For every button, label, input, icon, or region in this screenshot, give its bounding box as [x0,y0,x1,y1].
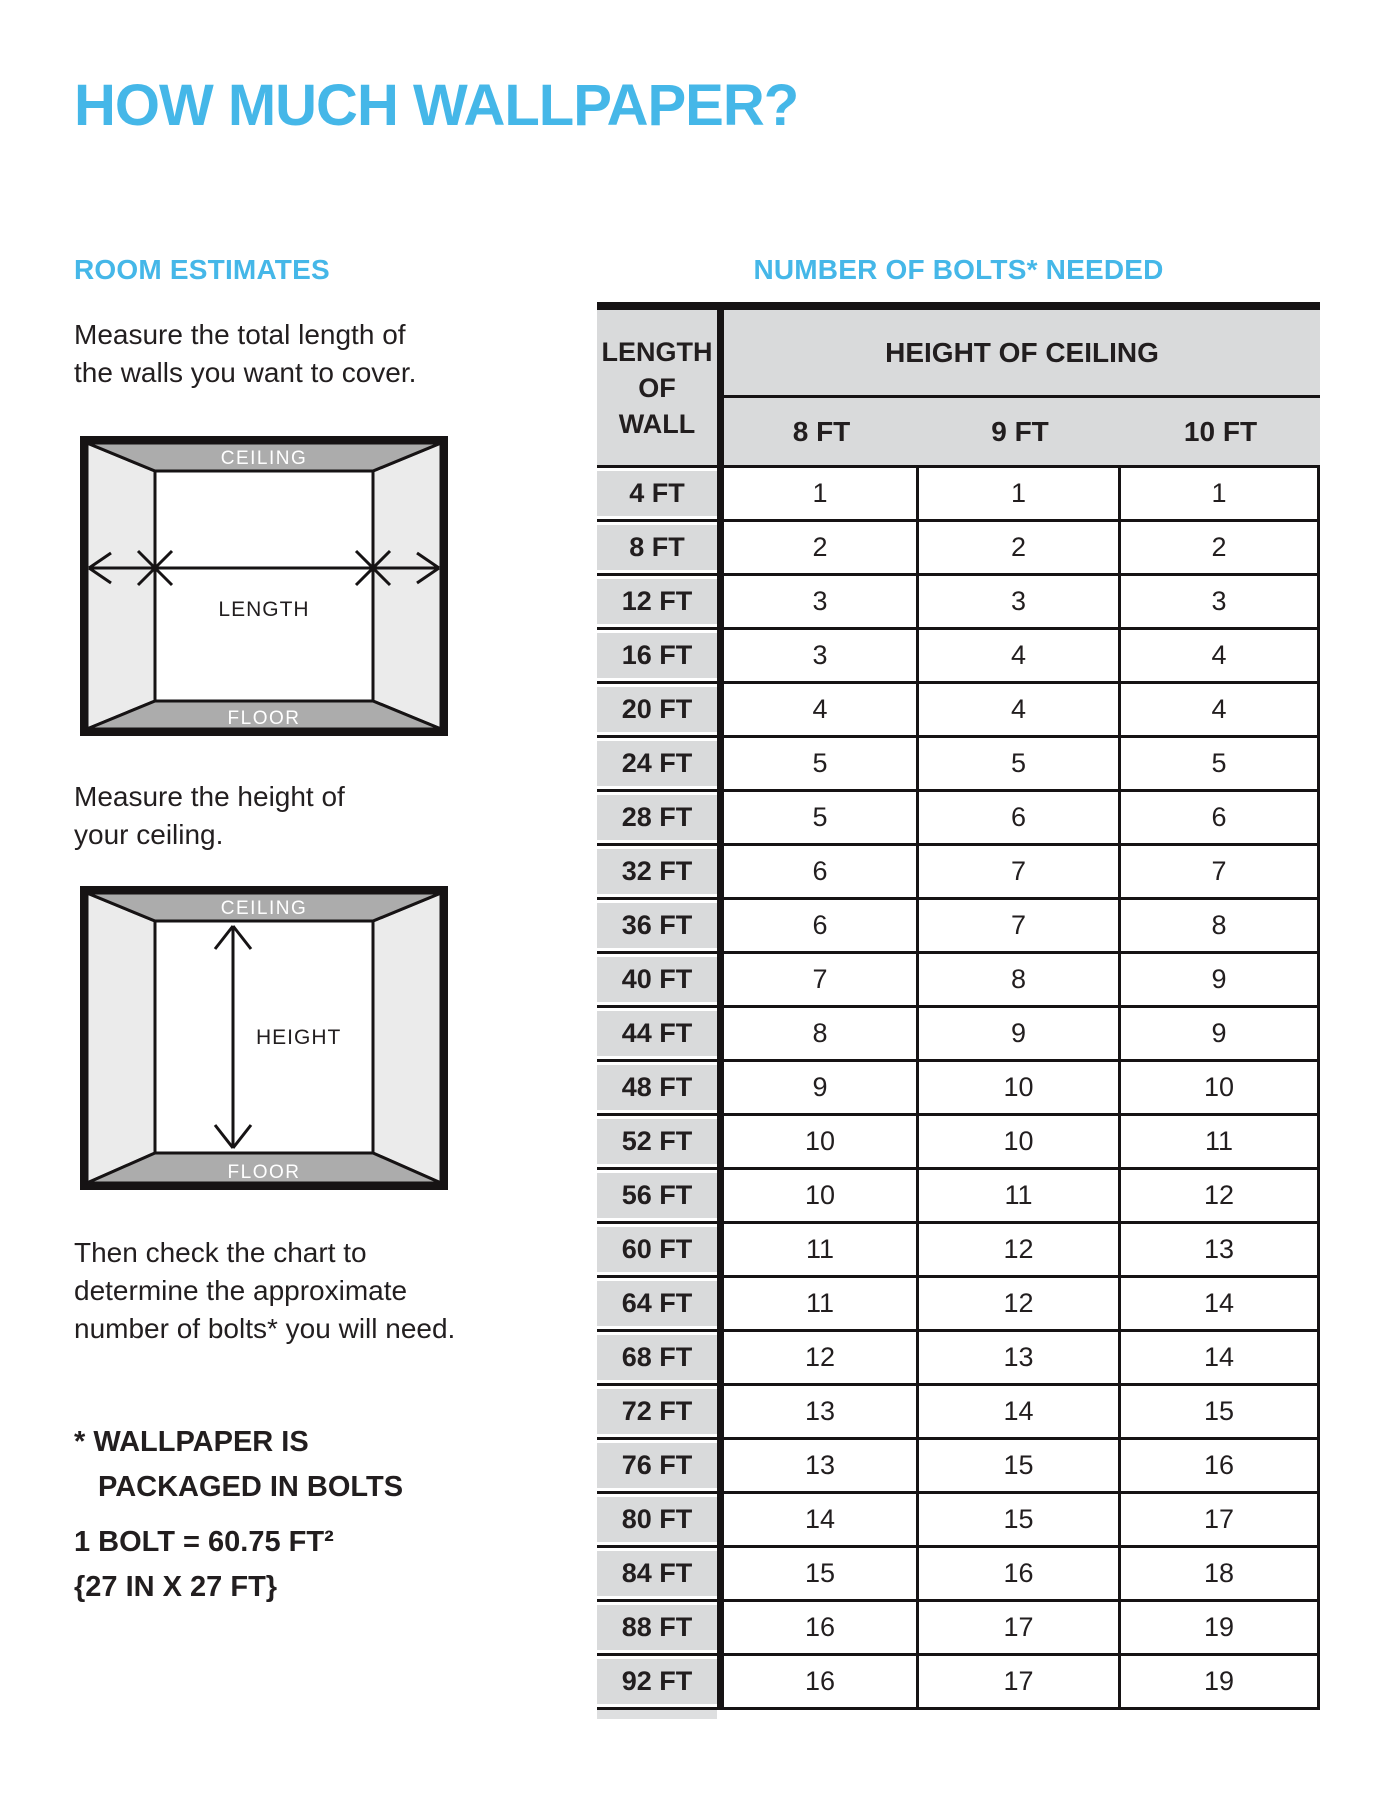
bolt-count-cell: 1 [717,468,919,522]
length-label: LENGTH [218,598,310,621]
wall-length-cell: 80 FT [597,1494,717,1548]
wall-length-cell: 20 FT [597,684,717,738]
room-length-diagram [80,436,448,736]
bolt-count-cell: 16 [1121,1440,1320,1494]
bolt-count-cell: 9 [1121,954,1320,1008]
bolt-count-cell: 2 [1121,522,1320,576]
room-estimates-heading: ROOM ESTIMATES [74,254,330,285]
bolt-count-cell: 15 [717,1548,919,1602]
bolt-count-cell: 10 [717,1116,919,1170]
wall-length-cell: 40 FT [597,954,717,1008]
left-wall [87,443,155,729]
bolt-count-cell: 4 [919,630,1121,684]
bolt-equivalence-line1: 1 BOLT = 60.75 FT² [74,1526,334,1558]
bolt-count-cell: 5 [717,738,919,792]
floor-label: FLOOR [227,708,301,729]
step1-line1: Measure the total length of [74,319,406,350]
wall-length-cell: 56 FT [597,1170,717,1224]
bolt-count-cell: 8 [919,954,1121,1008]
bolt-count-cell: 10 [919,1116,1121,1170]
bolt-count-cell: 12 [919,1278,1121,1332]
bolts-table [597,302,1320,1710]
bolt-equivalence [74,1520,334,1610]
bolt-count-cell: 15 [919,1440,1121,1494]
bolts-needed-heading: NUMBER OF BOLTS* NEEDED [753,254,1164,285]
ceiling-label: CEILING [220,448,308,469]
bolt-count-cell: 8 [1121,900,1320,954]
step3-line3: number of bolts* you will need. [74,1313,456,1344]
bolt-count-cell: 7 [919,846,1121,900]
bolt-count-cell: 7 [919,900,1121,954]
bolt-count-cell: 14 [919,1386,1121,1440]
column-header-8ft: 8 FT [717,398,919,468]
step1-line2: the walls you want to cover. [74,357,417,388]
bolt-count-cell: 4 [919,684,1121,738]
bolt-count-cell: 6 [717,900,919,954]
step1-text [74,316,416,392]
bolt-count-cell: 15 [919,1494,1121,1548]
bolt-count-cell: 11 [717,1224,919,1278]
row-header-cell [597,310,717,468]
ceiling-height-drawing [80,886,448,1190]
bolt-count-cell: 6 [1121,792,1320,846]
wall-length-cell: 72 FT [597,1386,717,1440]
bolt-count-cell: 4 [717,684,919,738]
wall-length-cell: 64 FT [597,1278,717,1332]
bolt-count-cell: 9 [919,1008,1121,1062]
wall-length-cell: 24 FT [597,738,717,792]
footnote-line1: * WALLPAPER IS [74,1426,309,1458]
bolt-count-cell: 11 [1121,1116,1320,1170]
bolt-count-cell: 1 [919,468,1121,522]
wall-length-cell: 76 FT [597,1440,717,1494]
bolt-count-cell: 14 [717,1494,919,1548]
wall-length-cell: 48 FT [597,1062,717,1116]
height-label: HEIGHT [256,1026,342,1049]
step2-line2: your ceiling. [74,819,224,850]
bolt-count-cell: 16 [717,1602,919,1656]
column-group-header-cell: HEIGHT OF CEILING [717,310,1320,398]
bolt-count-cell: 10 [717,1170,919,1224]
wall-length-cell: 92 FT [597,1656,717,1710]
right-wall [373,443,441,729]
wall-length-cell: 44 FT [597,1008,717,1062]
bolt-count-cell: 4 [1121,684,1320,738]
wall-length-cell: 8 FT [597,522,717,576]
bolt-count-cell: 10 [919,1062,1121,1116]
wall-length-cell: 32 FT [597,846,717,900]
bolt-count-cell: 19 [1121,1602,1320,1656]
step2-text [74,778,345,854]
bolt-count-cell: 16 [919,1548,1121,1602]
bolt-count-cell: 2 [717,522,919,576]
row-header-line2: OF WALL [618,372,696,439]
bolt-count-cell: 6 [717,846,919,900]
bolt-count-cell: 12 [919,1224,1121,1278]
bolt-count-cell: 3 [717,630,919,684]
bolt-count-cell: 15 [1121,1386,1320,1440]
wall-length-cell: 12 FT [597,576,717,630]
bolt-count-cell: 11 [717,1278,919,1332]
bolt-count-cell: 8 [717,1008,919,1062]
wall-length-cell: 4 FT [597,468,717,522]
wallpaper-bolts-footnote [74,1420,403,1510]
step3-line1: Then check the chart to [74,1237,367,1268]
footnote-line2: PACKAGED IN BOLTS [98,1471,404,1503]
wall-length-cell: 60 FT [597,1224,717,1278]
ceiling-label: CEILING [220,898,308,919]
bolt-count-cell: 13 [717,1386,919,1440]
bolt-count-cell: 6 [919,792,1121,846]
bolt-equivalence-line2: {27 IN X 27 FT} [74,1571,278,1603]
wall-length-cell: 68 FT [597,1332,717,1386]
bolt-count-cell: 5 [717,792,919,846]
wall-length-cell: 28 FT [597,792,717,846]
column-header-10ft: 10 FT [1121,398,1320,468]
left-wall [87,893,155,1183]
back-wall [155,471,373,701]
bolt-count-cell: 3 [919,576,1121,630]
bolt-count-cell: 13 [717,1440,919,1494]
bolt-count-cell: 13 [1121,1224,1320,1278]
bolt-count-cell: 1 [1121,468,1320,522]
step2-line1: Measure the height of [74,781,345,812]
bolt-count-cell: 12 [717,1332,919,1386]
bolt-count-cell: 5 [1121,738,1320,792]
bolt-count-cell: 16 [717,1656,919,1710]
bolt-count-cell: 4 [1121,630,1320,684]
bolt-count-cell: 9 [1121,1008,1320,1062]
bolt-count-cell: 7 [717,954,919,1008]
wall-length-cell: 16 FT [597,630,717,684]
bolt-count-cell: 12 [1121,1170,1320,1224]
bolt-count-cell: 17 [919,1656,1121,1710]
page-title: HOW MUCH WALLPAPER? [74,73,799,138]
bolt-count-cell: 3 [1121,576,1320,630]
wall-length-cell: 52 FT [597,1116,717,1170]
bolt-count-cell: 14 [1121,1278,1320,1332]
bolt-count-cell: 10 [1121,1062,1320,1116]
row-header-line1: LENGTH [601,336,713,367]
wall-length-cell: 36 FT [597,900,717,954]
bolt-count-cell: 19 [1121,1656,1320,1710]
bolt-count-cell: 14 [1121,1332,1320,1386]
table-left-column-tail [597,1710,717,1719]
bolt-count-cell: 3 [717,576,919,630]
bolt-count-cell: 5 [919,738,1121,792]
bolt-count-cell: 9 [717,1062,919,1116]
bolt-count-cell: 17 [919,1602,1121,1656]
step3-line2: determine the approximate [74,1275,408,1306]
floor-label: FLOOR [227,1162,301,1183]
ceiling-height-diagram [80,886,448,1190]
bolt-count-cell: 2 [919,522,1121,576]
wall-length-cell: 88 FT [597,1602,717,1656]
step3-text [74,1234,455,1348]
wall-length-cell: 84 FT [597,1548,717,1602]
bolts-table-wrap [597,302,1320,1710]
bolt-count-cell: 13 [919,1332,1121,1386]
column-header-9ft: 9 FT [919,398,1121,468]
bolt-count-cell: 17 [1121,1494,1320,1548]
room-length-drawing [80,436,448,736]
right-wall [373,893,441,1183]
bolt-count-cell: 18 [1121,1548,1320,1602]
bolt-count-cell: 7 [1121,846,1320,900]
bolt-count-cell: 11 [919,1170,1121,1224]
